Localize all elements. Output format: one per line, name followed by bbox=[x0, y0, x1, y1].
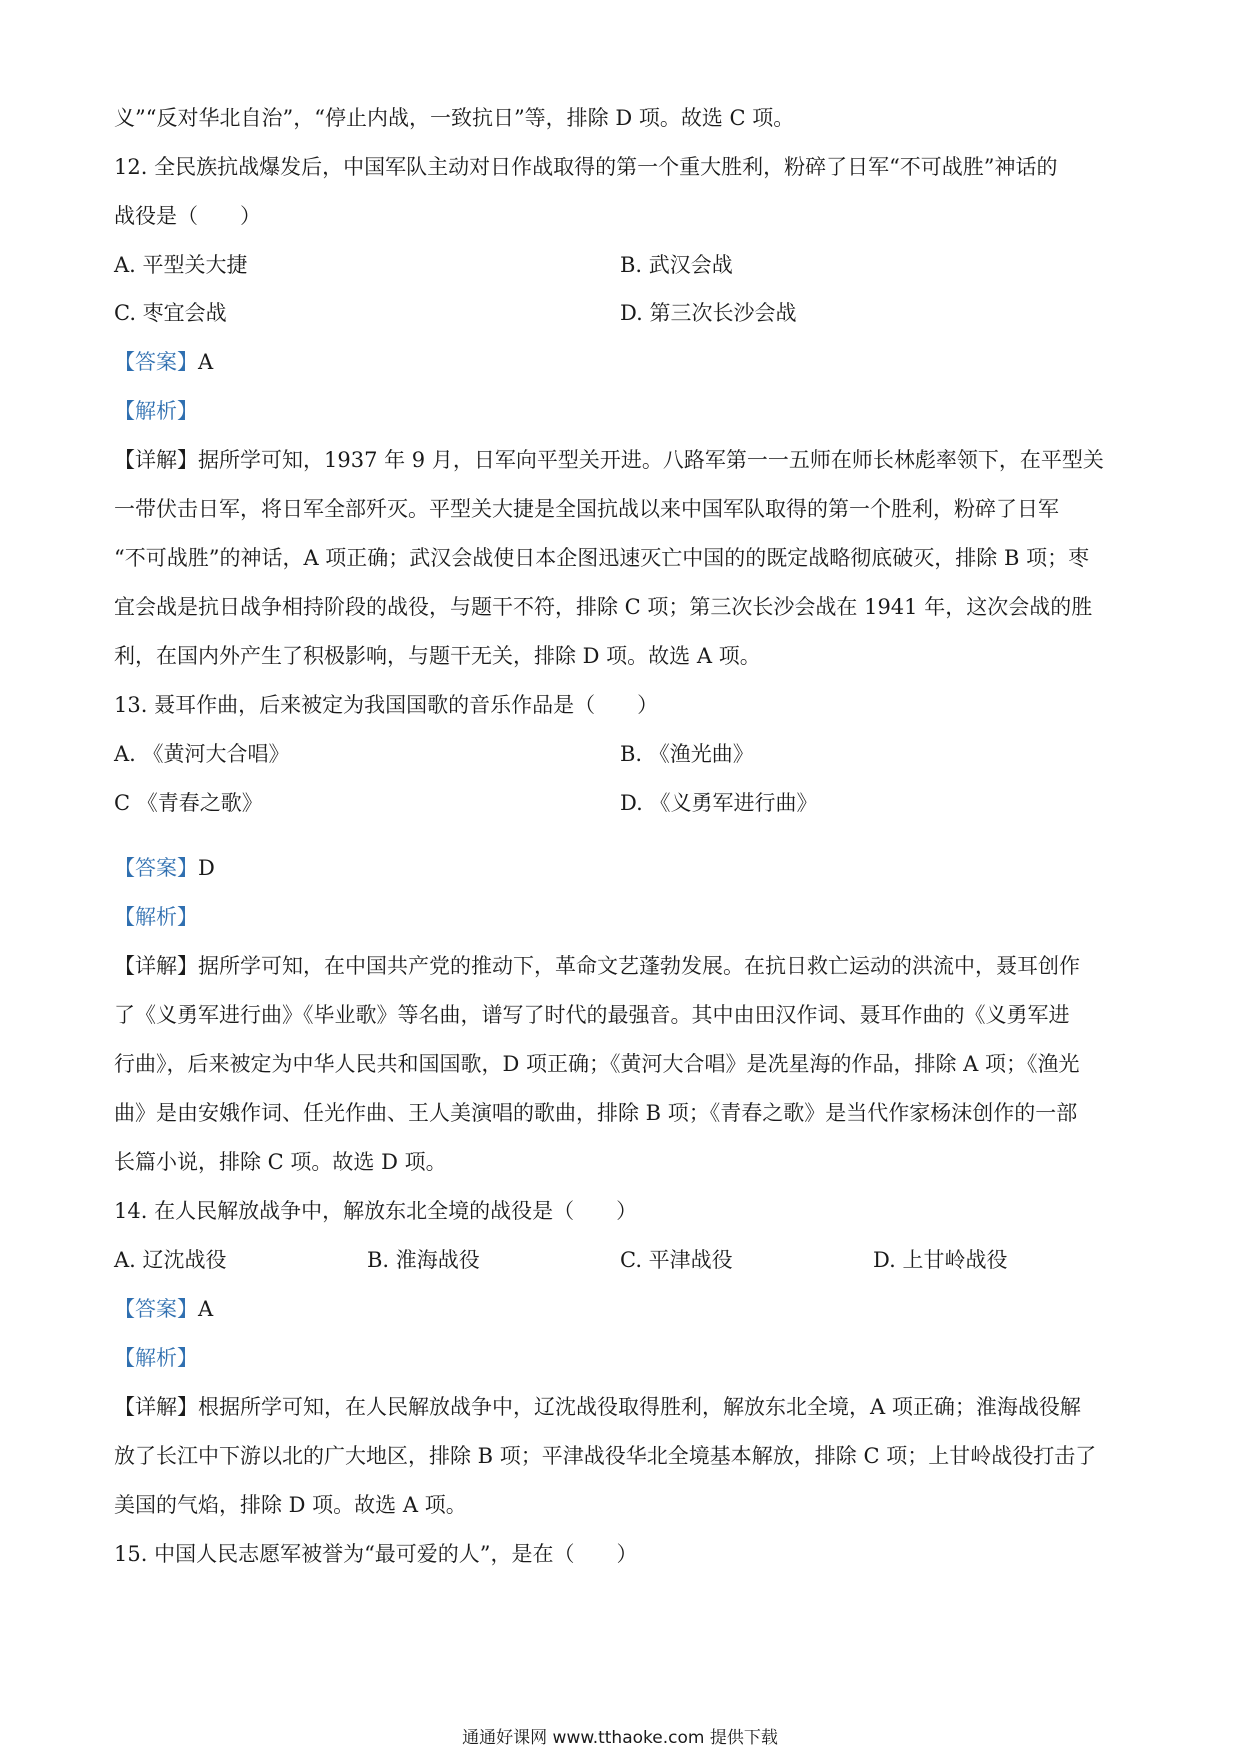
question-13: 13. 聂耳作曲，后来被定为我国国歌的音乐作品是（ ） bbox=[114, 693, 659, 717]
q13-detail-1 bbox=[114, 951, 1134, 981]
answer-tag: 【答案】 bbox=[114, 1297, 198, 1321]
question-15: 15. 中国人民志愿军被誉为“最可爱的人”，是在（ ） bbox=[114, 1542, 638, 1566]
detail-tag: 【详解】 bbox=[114, 1395, 198, 1419]
q12-detail-3: “不可战胜”的神话，A 项正确；武汉会战使日本企图迅速灭亡中国的的既定战略彻底破灭，排除 B 项；枣 bbox=[114, 546, 1090, 570]
answer-value: A bbox=[198, 1297, 214, 1321]
q14-detail-2: 放了长江中下游以北的广大地区，排除 B 项；平津战役华北全境基本解放，排除 C 项；上甘岭战役打击了 bbox=[114, 1444, 1097, 1468]
question-14: 14. 在人民解放战争中，解放东北全境的战役是（ ） bbox=[114, 1199, 638, 1223]
question-12-continued: 战役是（ ） bbox=[114, 204, 261, 228]
q13-detail-3: 行曲》，后来被定为中华人民共和国国歌，D 项正确；《黄河大合唱》是冼星海的作品，排除 A 项；《渔光 bbox=[114, 1052, 1080, 1076]
q12-answer bbox=[114, 347, 1134, 377]
answer-value: A bbox=[198, 350, 214, 374]
detail-tag: 【详解】 bbox=[114, 954, 198, 978]
q14-option-a: A. 辽沈战役 bbox=[114, 1248, 227, 1272]
q13-detail-2: 了《义勇军进行曲》《毕业歌》等名曲，谱写了时代的最强音。其中由田汉作词、聂耳作曲的《义勇军进 bbox=[114, 1003, 1070, 1027]
answer-tag: 【答案】 bbox=[114, 856, 198, 880]
detail-text: 根据所学可知，在人民解放战争中，辽沈战役取得胜利，解放东北全境，A 项正确；淮海战役解 bbox=[198, 1395, 1081, 1419]
question-12: 12. 全民族抗战爆发后，中国军队主动对日作战取得的第一个重大胜利，粉碎了日军“不可战胜”神话的 bbox=[114, 155, 1058, 179]
q12-detail-5: 利，在国内外产生了积极影响，与题干无关，排除 D 项。故选 A 项。 bbox=[114, 644, 761, 668]
q14-answer bbox=[114, 1294, 1134, 1324]
q13-detail-4: 曲》是由安娥作词、任光作曲、王人美演唱的歌曲，排除 B 项；《青春之歌》是当代作家杨沫创作的一部 bbox=[114, 1101, 1078, 1125]
q14-option-c: C. 平津战役 bbox=[620, 1248, 733, 1272]
q13-option-d: D. 《义勇军进行曲》 bbox=[620, 791, 818, 815]
q12-detail-2: 一带伏击日军，将日军全部歼灭。平型关大捷是全国抗战以来中国军队取得的第一个胜利，粉碎了日军 bbox=[114, 497, 1059, 521]
q13-answer bbox=[114, 853, 1134, 883]
q12-option-b: B. 武汉会战 bbox=[620, 253, 733, 277]
detail-text: 据所学可知，在中国共产党的推动下，革命文艺蓬勃发展。在抗日救亡运动的洪流中，聂耳创作 bbox=[198, 954, 1080, 978]
footer-watermark: 通通好课网 www.tthaoke.com 提供下载 bbox=[462, 1728, 778, 1748]
q13-option-a: A. 《黄河大合唱》 bbox=[114, 742, 290, 766]
q14-detail-1 bbox=[114, 1392, 1134, 1422]
analysis-tag: 【解析】 bbox=[114, 905, 198, 929]
q14-detail-3: 美国的气焰，排除 D 项。故选 A 项。 bbox=[114, 1493, 467, 1517]
text-line: 义”“反对华北自治”，“停止内战，一致抗日”等，排除 D 项。故选 C 项。 bbox=[114, 106, 795, 130]
q13-option-c: C 《青春之歌》 bbox=[114, 791, 263, 815]
detail-tag: 【详解】 bbox=[114, 448, 198, 472]
q12-detail-1 bbox=[114, 445, 1134, 475]
q13-detail-5: 长篇小说，排除 C 项。故选 D 项。 bbox=[114, 1150, 447, 1174]
q14-option-d: D. 上甘岭战役 bbox=[873, 1248, 1008, 1272]
q12-option-a: A. 平型关大捷 bbox=[114, 253, 248, 277]
q12-option-d: D. 第三次长沙会战 bbox=[620, 301, 797, 325]
answer-tag: 【答案】 bbox=[114, 350, 198, 374]
q13-option-b: B. 《渔光曲》 bbox=[620, 742, 754, 766]
q12-detail-4: 宜会战是抗日战争相持阶段的战役，与题干不符，排除 C 项；第三次长沙会战在 1941 年，这次会战的胜 bbox=[114, 595, 1093, 619]
analysis-tag: 【解析】 bbox=[114, 399, 198, 423]
q14-option-b: B. 淮海战役 bbox=[367, 1248, 480, 1272]
detail-text: 据所学可知，1937 年 9 月，日军向平型关开进。八路军第一一五师在师长林彪率领下，在平型关 bbox=[198, 448, 1104, 472]
answer-value: D bbox=[198, 856, 215, 880]
analysis-tag: 【解析】 bbox=[114, 1346, 198, 1370]
q12-option-c: C. 枣宜会战 bbox=[114, 301, 227, 325]
